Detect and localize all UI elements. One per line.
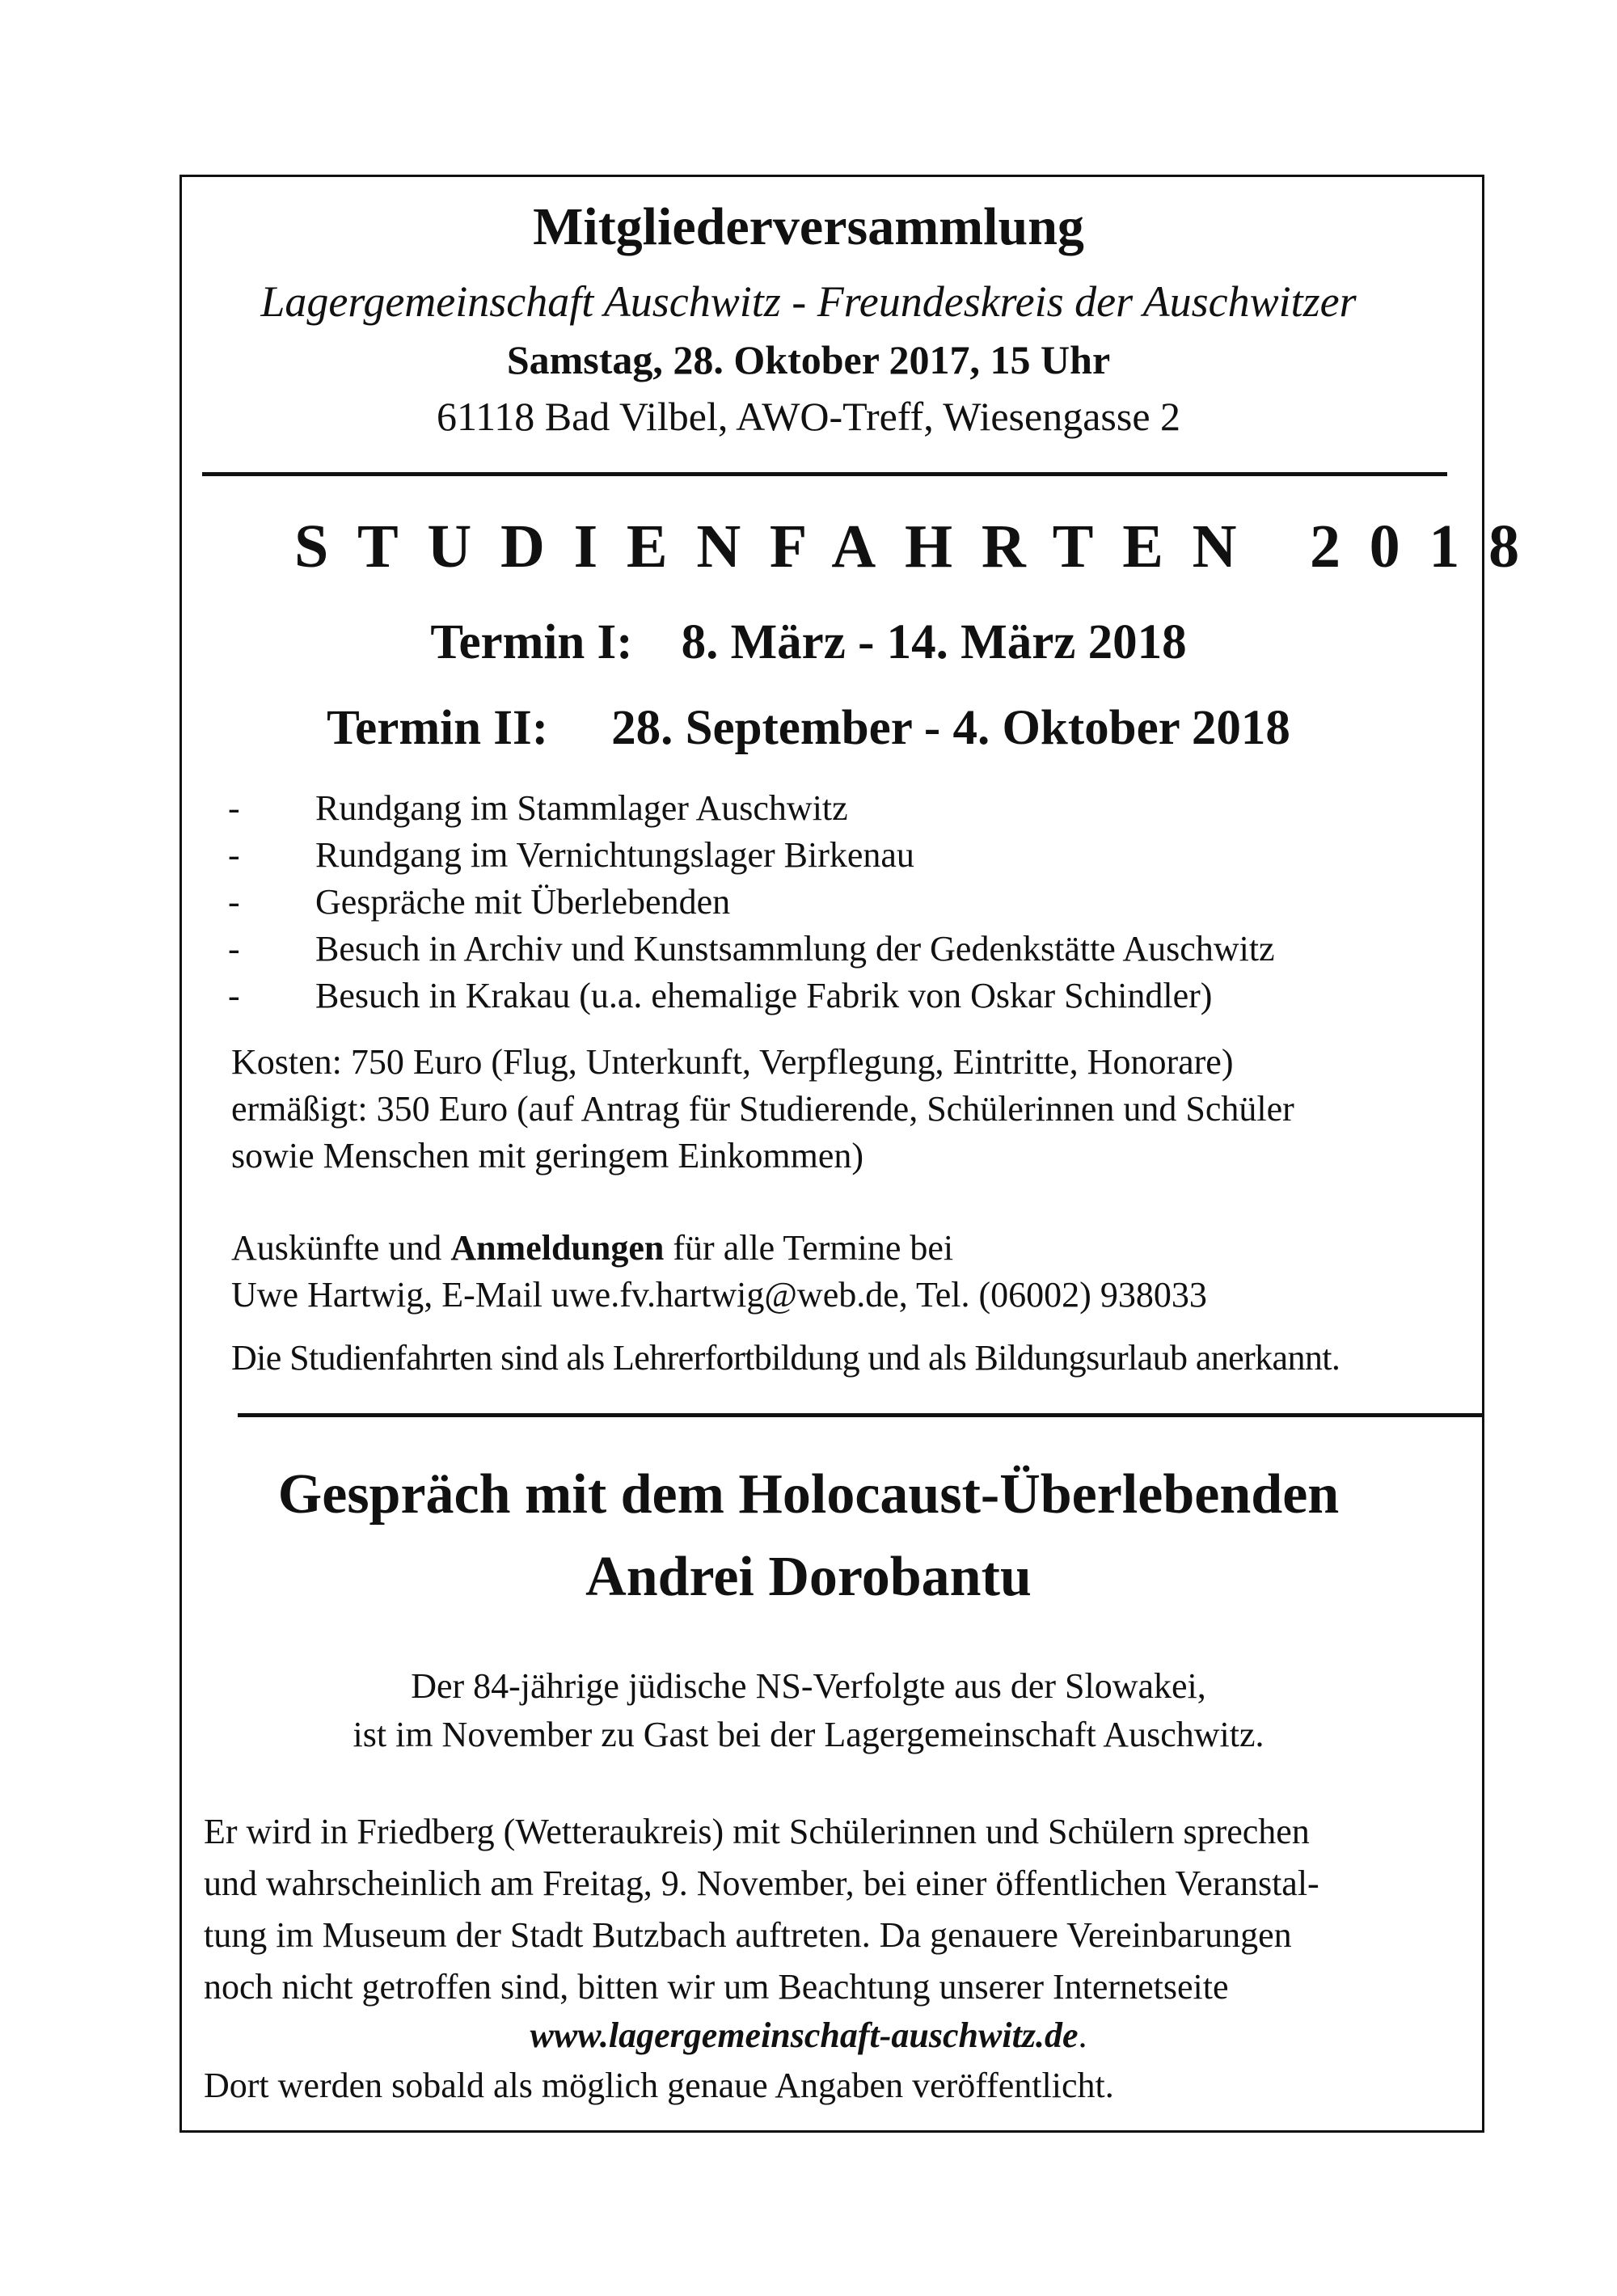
termin-1-dates: 8. März - 14. März 2018 xyxy=(681,615,1187,669)
list-dash: - xyxy=(228,976,240,1015)
talk-closing: Dort werden sobald als möglich genaue Angaben veröffentlicht. xyxy=(204,2066,1114,2105)
list-item: Rundgang im Stammlager Auschwitz xyxy=(315,788,848,828)
contact-line-1: Auskünfte und Anmeldungen für alle Termine bei xyxy=(231,1228,954,1268)
meeting-title: Mitgliederversammlung xyxy=(533,197,1084,256)
talk-title-line-2: Andrei Dorobantu xyxy=(585,1546,1032,1608)
talk-body-line: Er wird in Friedberg (Wetteraukreis) mit Schülerinnen und Schülern sprechen xyxy=(204,1812,1310,1851)
meeting-date: Samstag, 28. Oktober 2017, 15 Uhr xyxy=(506,337,1111,382)
list-item: Rundgang im Vernichtungslager Birkenau xyxy=(315,835,914,875)
termin-2 xyxy=(0,703,1617,753)
meeting-organization: Lagergemeinschaft Auschwitz - Freundeskreis der Auschwitzer xyxy=(260,277,1357,326)
costs-line: ermäßigt: 350 Euro (auf Antrag für Studierende, Schülerinnen und Schüler xyxy=(231,1089,1294,1129)
study-trips-title: STUDIENFAHRTEN 2018 xyxy=(294,513,1548,580)
list-item: Gespräche mit Überlebenden xyxy=(315,882,731,922)
list-dash: - xyxy=(228,788,240,828)
list-dash: - xyxy=(228,929,240,969)
website-line: www.lagergemeinschaft-auschwitz.de. xyxy=(530,2015,1087,2055)
costs-line: sowie Menschen mit geringem Einkommen) xyxy=(231,1136,864,1175)
termin-2-label: Termin II: xyxy=(327,701,549,755)
section-divider-2 xyxy=(238,1413,1483,1417)
costs-line: Kosten: 750 Euro (Flug, Unterkunft, Verpflegung, Eintritte, Honorare) xyxy=(231,1042,1234,1082)
talk-body-line: noch nicht getroffen sind, bitten wir um Beachtung unserer Internetseite xyxy=(204,1967,1229,2007)
termin-1-label: Termin I: xyxy=(430,615,633,669)
termin-2-dates: 28. September - 4. Oktober 2018 xyxy=(611,701,1290,755)
talk-title-line-1: Gespräch mit dem Holocaust-Überlebenden xyxy=(277,1463,1340,1526)
website-link[interactable]: www.lagergemeinschaft-auschwitz.de xyxy=(530,2015,1079,2055)
contact-line-2: Uwe Hartwig, E-Mail uwe.fv.hartwig@web.de, Tel. (06002) 938033 xyxy=(231,1275,1207,1315)
talk-intro-line: Der 84-jährige jüdische NS-Verfolgte aus der Slowakei, xyxy=(411,1666,1206,1706)
list-dash: - xyxy=(228,835,240,875)
section-divider-1 xyxy=(202,472,1447,476)
registration-label: Anmeldungen xyxy=(450,1228,665,1268)
list-item: Besuch in Archiv und Kunstsammlung der Gedenkstätte Auschwitz xyxy=(315,929,1275,969)
meeting-address: 61118 Bad Vilbel, AWO-Treff, Wiesengasse 2 xyxy=(436,394,1181,439)
list-item: Besuch in Krakau (u.a. ehemalige Fabrik von Oskar Schindler) xyxy=(315,976,1213,1015)
termin-1 xyxy=(0,615,1617,669)
talk-body-line: und wahrscheinlich am Freitag, 9. November, bei einer öffentlichen Veranstal- xyxy=(204,1863,1319,1903)
talk-body-line: tung im Museum der Stadt Butzbach auftreten. Da genauere Vereinbarungen xyxy=(204,1915,1292,1955)
talk-intro-line: ist im November zu Gast bei der Lagergemeinschaft Auschwitz. xyxy=(353,1715,1264,1754)
list-dash: - xyxy=(228,882,240,922)
recognition-note: Die Studienfahrten sind als Lehrerfortbildung und als Bildungsurlaub anerkannt. xyxy=(231,1338,1340,1378)
